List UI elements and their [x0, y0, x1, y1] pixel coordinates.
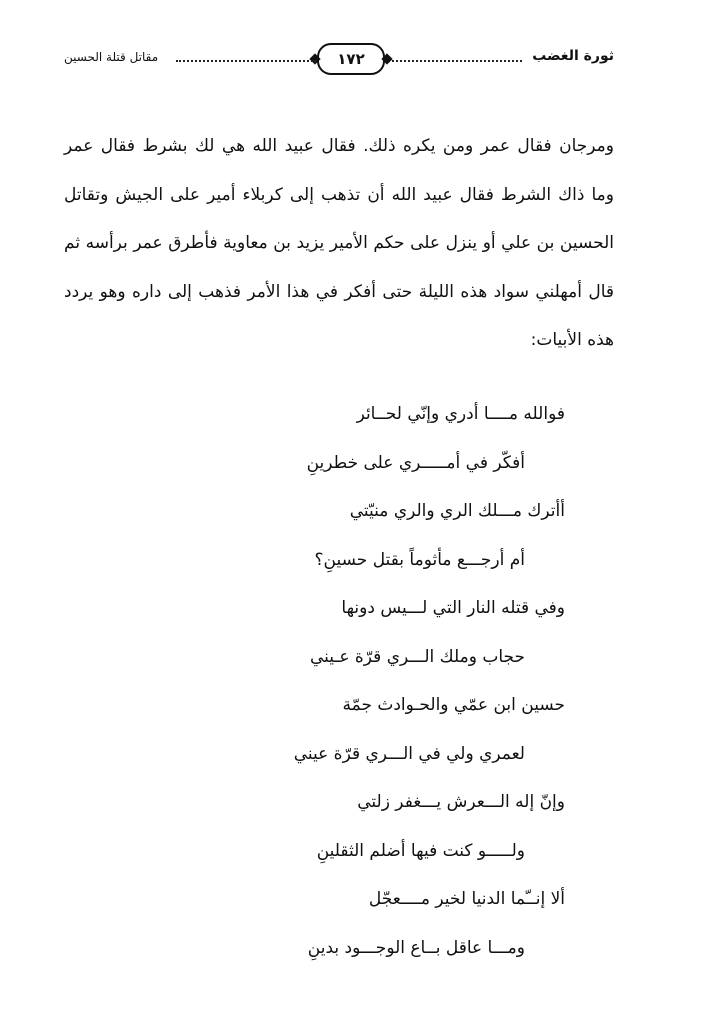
poem-line: ولـــــو كنت فيها أضلم الثقلينِ [316, 840, 525, 861]
poem-line: أم أرجـــع مأثوماً بقتل حسينِ؟ [314, 549, 525, 570]
poem-line: وإنّ إله الـــعرش يـــغفر زلتي [357, 792, 565, 812]
prose-body [64, 122, 614, 365]
poem-line: أفكّر في أمـــــري على خطرينِ [306, 452, 525, 473]
poem-line: حجاب وملك الـــري قرّة عـيني [309, 646, 525, 667]
chapter-title: مقاتل قتلة الحسين [64, 50, 159, 64]
header-divider-right [384, 60, 522, 62]
header-divider-left [176, 60, 316, 62]
page-header [64, 40, 614, 80]
poem-line: ومـــا عاقل بــاع الوجـــود بدينِ [307, 937, 525, 958]
book-title: ثورة الغضب [532, 48, 614, 64]
poem-line: وفي قتله النار التي لـــيس دونها [341, 598, 565, 618]
poem-line: ألا إنــّما الدنيا لخير مــــعجّل [368, 889, 565, 909]
page-number: ١٧٢ [317, 43, 385, 75]
poem-line: حسين ابن عمّي والحـوادث جمّة [342, 695, 565, 715]
prose-paragraph: ومرجان فقال عمر ومن يكره ذلك. فقال عبيد الله هي لك بشرط فقال عمر وما ذاك الشرط فقال عبيد الله أن تذهب إلى كربلاء أمير على الجيش وتقاتل الحسين بن علي أو ينزل على حكم الأمير يزيد بن معاوية فأطرق عمر برأسه ثم قال أمهلني سواد هذه الليلة حتى أفكر في هذا الأمر فذهب إلى داره وهو يردد هذه الأبيات: [64, 136, 614, 350]
poem-line: فوالله مــــا أدري وإنّي لحــائر [356, 404, 565, 424]
poem-line: لعمري ولي في الـــري قرّة عيني [293, 743, 525, 764]
poem-line: أأترك مـــلك الري والري منيّتي [349, 501, 565, 521]
poem [100, 390, 565, 972]
